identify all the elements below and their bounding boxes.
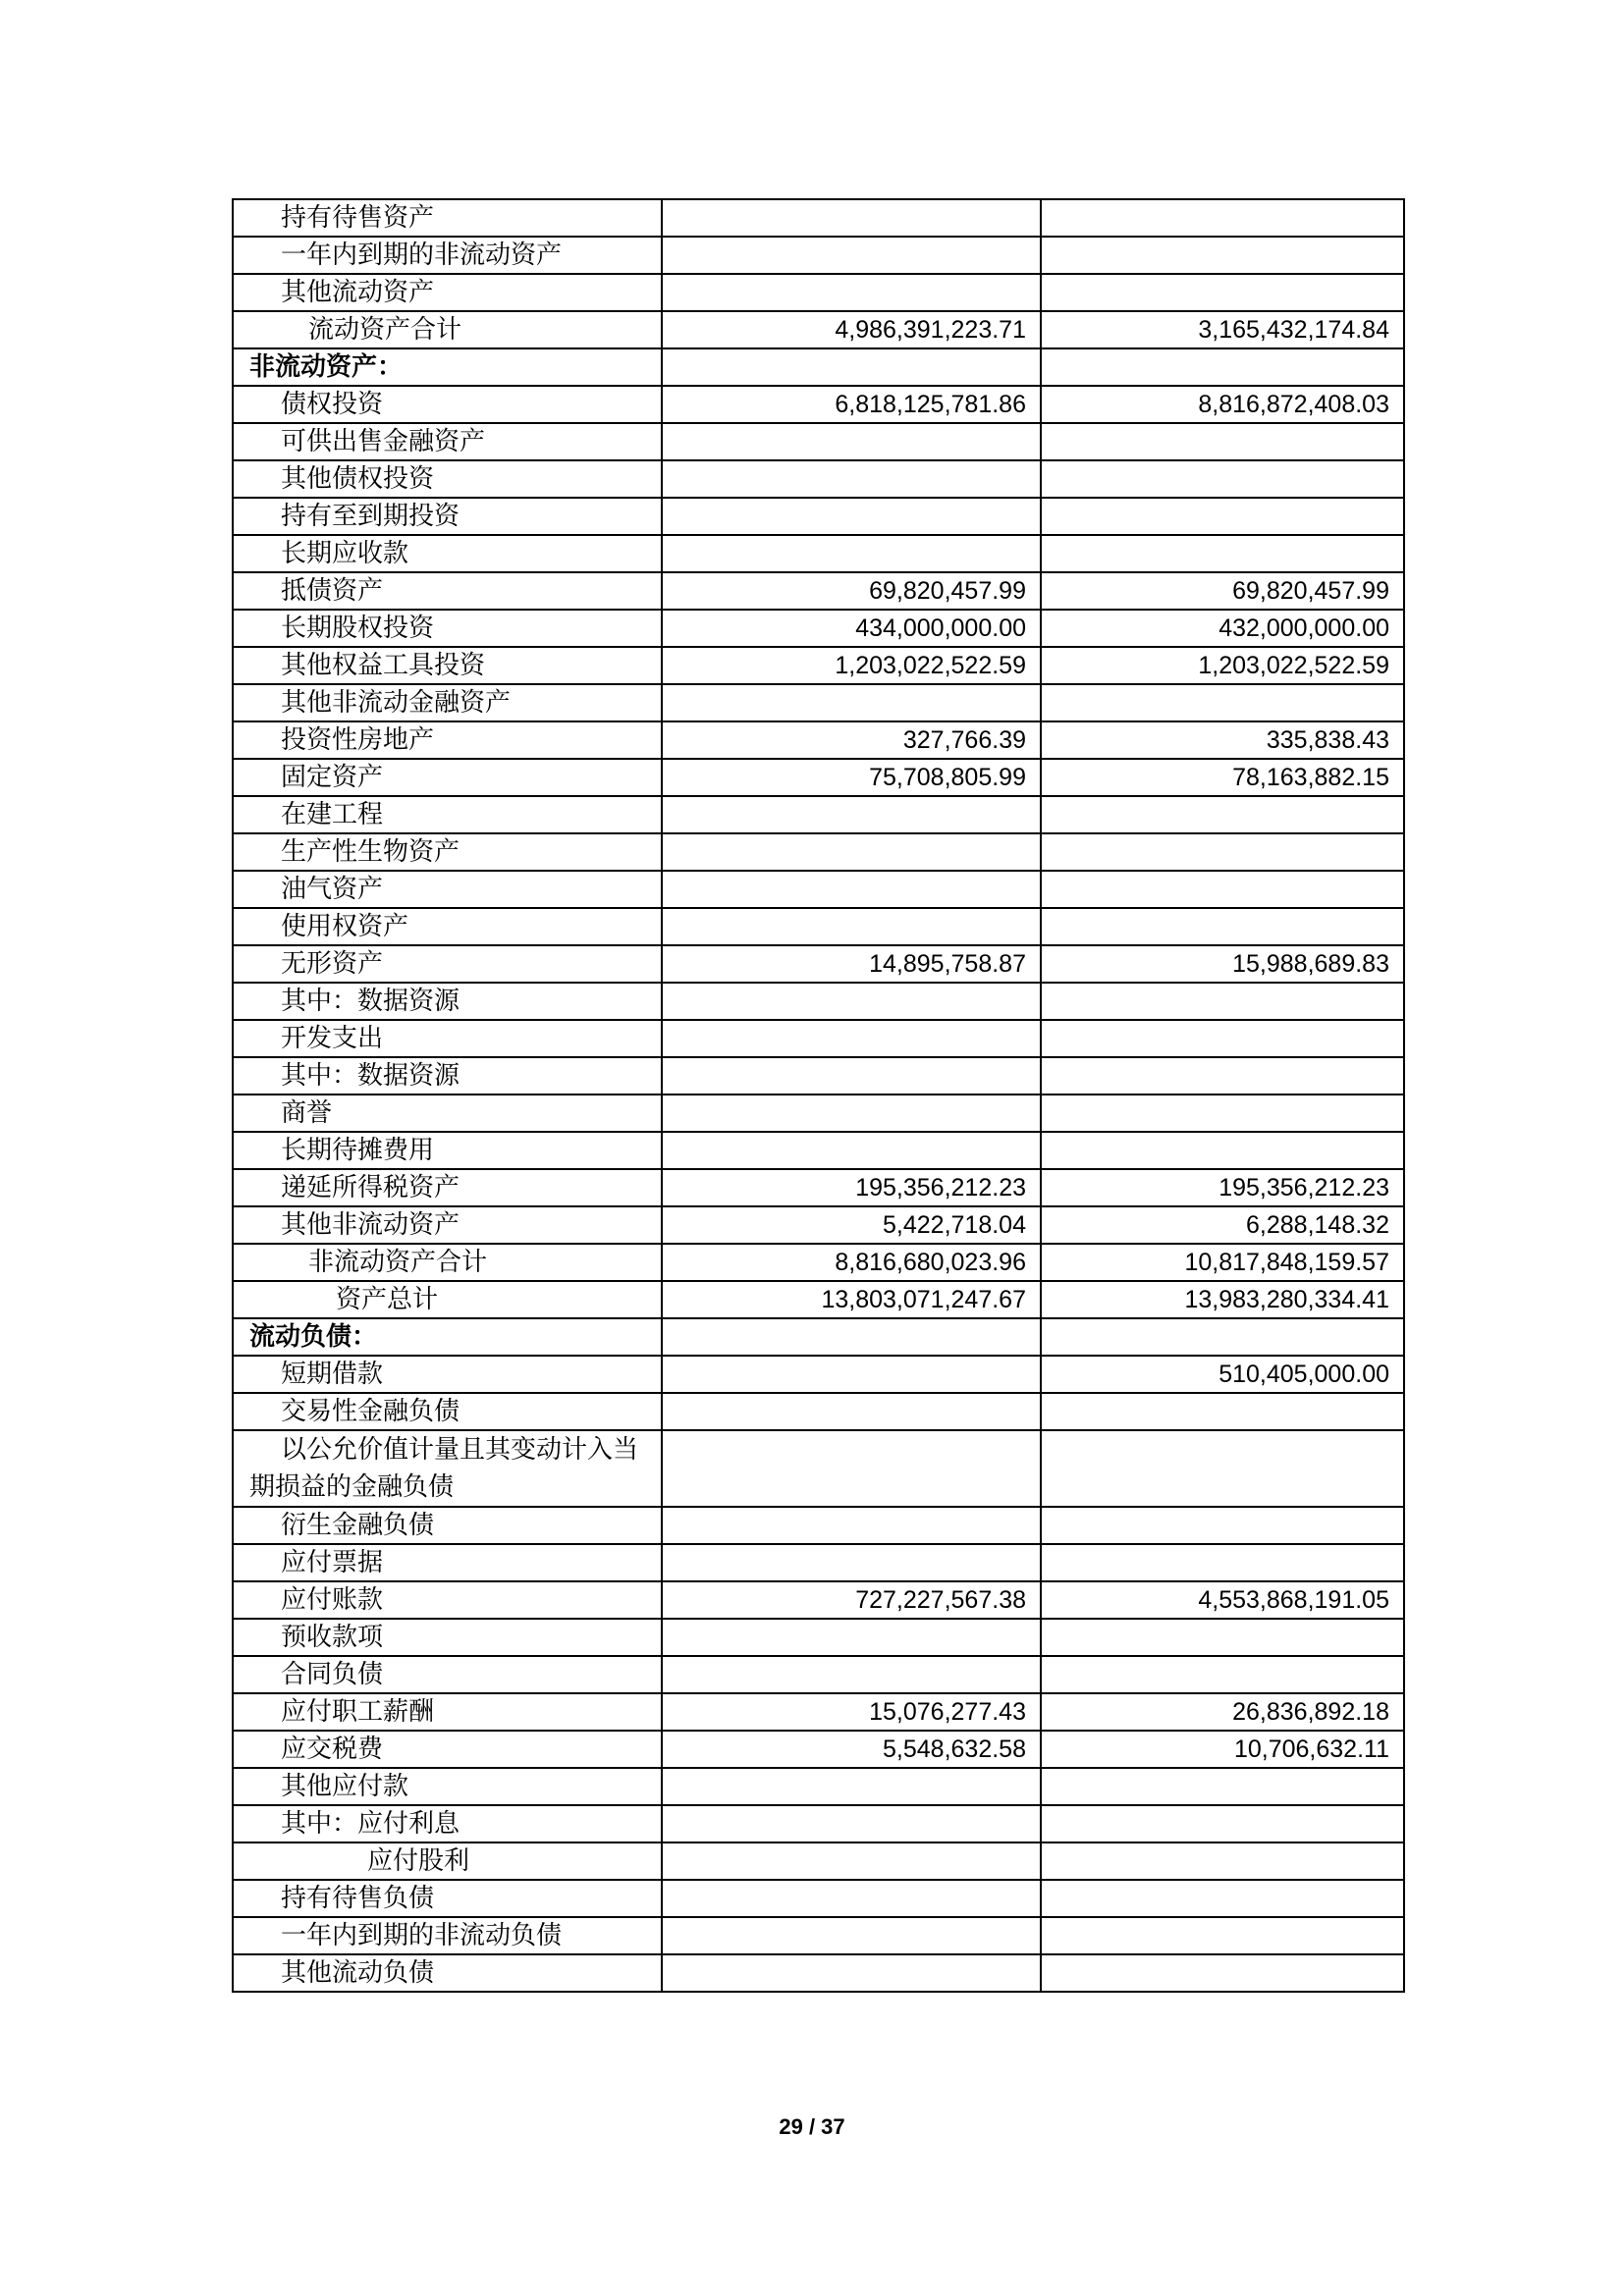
row-value-2 <box>1041 1656 1404 1693</box>
table-row <box>233 684 1404 721</box>
row-value-1: 434,000,000.00 <box>662 610 1041 647</box>
row-label: 递延所得税资产 <box>233 1169 662 1206</box>
table-row <box>233 1020 1404 1057</box>
row-value-1 <box>662 237 1041 274</box>
row-label: 开发支出 <box>233 1020 662 1057</box>
row-value-2 <box>1041 1768 1404 1805</box>
table-row <box>233 1430 1404 1507</box>
table-row <box>233 871 1404 908</box>
row-value-2: 13,983,280,334.41 <box>1041 1281 1404 1318</box>
subtotal-row <box>233 311 1404 348</box>
row-label: 无形资产 <box>233 945 662 983</box>
row-value-1 <box>662 199 1041 237</box>
row-value-2 <box>1041 1619 1404 1656</box>
row-value-1 <box>662 348 1041 386</box>
row-value-1: 727,227,567.38 <box>662 1581 1041 1619</box>
row-value-2 <box>1041 423 1404 460</box>
row-value-1 <box>662 1656 1041 1693</box>
row-label: 其中：应付利息 <box>233 1805 662 1842</box>
row-value-1: 5,548,632.58 <box>662 1731 1041 1768</box>
row-label: 合同负债 <box>233 1656 662 1693</box>
row-value-1: 13,803,071,247.67 <box>662 1281 1041 1318</box>
table-row <box>233 983 1404 1020</box>
row-value-1 <box>662 1095 1041 1132</box>
subtotal-row <box>233 1244 1404 1281</box>
table-row <box>233 386 1404 423</box>
row-value-2 <box>1041 1393 1404 1430</box>
row-value-1: 1,203,022,522.59 <box>662 647 1041 684</box>
row-label: 在建工程 <box>233 796 662 833</box>
row-value-2 <box>1041 1132 1404 1169</box>
row-value-2 <box>1041 1430 1404 1507</box>
row-label: 衍生金融负债 <box>233 1507 662 1544</box>
row-value-2: 26,836,892.18 <box>1041 1693 1404 1731</box>
table-row <box>233 1507 1404 1544</box>
row-value-2 <box>1041 796 1404 833</box>
row-label: 持有待售资产 <box>233 199 662 237</box>
row-value-2 <box>1041 535 1404 572</box>
row-value-1: 15,076,277.43 <box>662 1693 1041 1731</box>
row-value-2 <box>1041 908 1404 945</box>
table-row <box>233 1356 1404 1393</box>
table-row <box>233 1693 1404 1731</box>
row-value-1 <box>662 1057 1041 1095</box>
table-row <box>233 1393 1404 1430</box>
row-value-1 <box>662 1768 1041 1805</box>
row-label: 应付职工薪酬 <box>233 1693 662 1731</box>
row-value-1: 14,895,758.87 <box>662 945 1041 983</box>
row-value-1 <box>662 1917 1041 1954</box>
row-value-2 <box>1041 348 1404 386</box>
row-value-2 <box>1041 1805 1404 1842</box>
total-row <box>233 1281 1404 1318</box>
row-value-2: 4,553,868,191.05 <box>1041 1581 1404 1619</box>
table-row <box>233 498 1404 535</box>
row-value-1: 75,708,805.99 <box>662 759 1041 796</box>
balance-sheet-table <box>232 198 1405 1993</box>
row-label: 使用权资产 <box>233 908 662 945</box>
row-value-2: 6,288,148.32 <box>1041 1206 1404 1244</box>
row-value-2 <box>1041 1880 1404 1917</box>
row-label: 其他权益工具投资 <box>233 647 662 684</box>
row-value-1: 8,816,680,023.96 <box>662 1244 1041 1281</box>
row-label: 长期股权投资 <box>233 610 662 647</box>
table-row <box>233 1842 1404 1880</box>
row-label: 预收款项 <box>233 1619 662 1656</box>
row-value-2 <box>1041 1318 1404 1356</box>
table-row <box>233 1619 1404 1656</box>
row-value-2 <box>1041 274 1404 311</box>
row-label: 其他流动负债 <box>233 1954 662 1992</box>
section-header: 流动负债： <box>233 1318 662 1356</box>
row-value-1 <box>662 1430 1041 1507</box>
table-row <box>233 423 1404 460</box>
row-value-2 <box>1041 684 1404 721</box>
row-label: 应付股利 <box>233 1842 662 1880</box>
row-label: 非流动资产合计 <box>233 1244 662 1281</box>
row-label: 固定资产 <box>233 759 662 796</box>
table-row <box>233 833 1404 871</box>
row-label: 债权投资 <box>233 386 662 423</box>
row-value-1 <box>662 423 1041 460</box>
row-label: 应交税费 <box>233 1731 662 1768</box>
row-label: 商誉 <box>233 1095 662 1132</box>
table-row <box>233 460 1404 498</box>
page-number: 29 / 37 <box>779 2114 845 2139</box>
row-value-2: 69,820,457.99 <box>1041 572 1404 610</box>
table-row <box>233 1544 1404 1581</box>
row-value-2 <box>1041 1020 1404 1057</box>
table-row <box>233 908 1404 945</box>
row-label: 短期借款 <box>233 1356 662 1393</box>
row-label: 资产总计 <box>233 1281 662 1318</box>
row-value-2: 432,000,000.00 <box>1041 610 1404 647</box>
row-value-1 <box>662 535 1041 572</box>
row-label: 流动资产合计 <box>233 311 662 348</box>
row-value-2 <box>1041 1544 1404 1581</box>
row-label: 其中：数据资源 <box>233 1057 662 1095</box>
table-row <box>233 610 1404 647</box>
table-row <box>233 1805 1404 1842</box>
row-value-1: 5,422,718.04 <box>662 1206 1041 1244</box>
row-label: 长期应收款 <box>233 535 662 572</box>
row-label: 应付账款 <box>233 1581 662 1619</box>
row-value-2 <box>1041 871 1404 908</box>
table-row <box>233 759 1404 796</box>
row-value-1 <box>662 498 1041 535</box>
row-label: 抵债资产 <box>233 572 662 610</box>
row-value-1 <box>662 1544 1041 1581</box>
section-header-row <box>233 1318 1404 1356</box>
table-row <box>233 535 1404 572</box>
row-value-2: 195,356,212.23 <box>1041 1169 1404 1206</box>
row-value-1 <box>662 796 1041 833</box>
section-header-row <box>233 348 1404 386</box>
row-value-2 <box>1041 983 1404 1020</box>
row-value-2: 78,163,882.15 <box>1041 759 1404 796</box>
row-value-1: 4,986,391,223.71 <box>662 311 1041 348</box>
row-value-1 <box>662 833 1041 871</box>
row-value-1 <box>662 983 1041 1020</box>
row-value-2: 335,838.43 <box>1041 721 1404 759</box>
row-value-2 <box>1041 833 1404 871</box>
row-label: 其他流动资产 <box>233 274 662 311</box>
row-value-2: 10,817,848,159.57 <box>1041 1244 1404 1281</box>
row-label: 投资性房地产 <box>233 721 662 759</box>
row-label: 其他非流动资产 <box>233 1206 662 1244</box>
table-row <box>233 1768 1404 1805</box>
row-value-1 <box>662 1318 1041 1356</box>
row-value-2: 10,706,632.11 <box>1041 1731 1404 1768</box>
table-row <box>233 1656 1404 1693</box>
table-row <box>233 647 1404 684</box>
row-value-1 <box>662 1393 1041 1430</box>
row-value-2 <box>1041 498 1404 535</box>
table-row <box>233 1731 1404 1768</box>
row-label: 以公允价值计量且其变动计入当期损益的金融负债 <box>233 1430 662 1507</box>
row-value-1 <box>662 274 1041 311</box>
row-value-2: 510,405,000.00 <box>1041 1356 1404 1393</box>
table-row <box>233 796 1404 833</box>
row-value-1 <box>662 1842 1041 1880</box>
row-value-1 <box>662 1880 1041 1917</box>
row-label: 其他应付款 <box>233 1768 662 1805</box>
row-value-2 <box>1041 199 1404 237</box>
row-value-2 <box>1041 237 1404 274</box>
table-row <box>233 1206 1404 1244</box>
row-value-2 <box>1041 1057 1404 1095</box>
row-label: 可供出售金融资产 <box>233 423 662 460</box>
row-label: 生产性生物资产 <box>233 833 662 871</box>
table-row <box>233 1057 1404 1095</box>
row-value-1 <box>662 1356 1041 1393</box>
row-label: 油气资产 <box>233 871 662 908</box>
row-value-1: 195,356,212.23 <box>662 1169 1041 1206</box>
balance-sheet-body <box>233 199 1404 1992</box>
table-row <box>233 1917 1404 1954</box>
row-value-1 <box>662 908 1041 945</box>
table-row <box>233 1095 1404 1132</box>
row-value-2 <box>1041 460 1404 498</box>
row-value-2: 1,203,022,522.59 <box>1041 647 1404 684</box>
row-label: 持有至到期投资 <box>233 498 662 535</box>
row-value-1 <box>662 1132 1041 1169</box>
row-value-1 <box>662 1805 1041 1842</box>
table-row <box>233 237 1404 274</box>
table-row <box>233 1880 1404 1917</box>
row-value-2 <box>1041 1954 1404 1992</box>
row-value-1 <box>662 1954 1041 1992</box>
table-row <box>233 572 1404 610</box>
row-value-1 <box>662 1020 1041 1057</box>
row-label: 其他非流动金融资产 <box>233 684 662 721</box>
row-label: 交易性金融负债 <box>233 1393 662 1430</box>
row-value-1 <box>662 1507 1041 1544</box>
table-row <box>233 721 1404 759</box>
row-label: 其中：数据资源 <box>233 983 662 1020</box>
table-row <box>233 1954 1404 1992</box>
row-label: 持有待售负债 <box>233 1880 662 1917</box>
row-value-2 <box>1041 1842 1404 1880</box>
table-row <box>233 274 1404 311</box>
table-row <box>233 1132 1404 1169</box>
section-header: 非流动资产： <box>233 348 662 386</box>
row-value-2 <box>1041 1507 1404 1544</box>
row-label: 应付票据 <box>233 1544 662 1581</box>
row-label: 一年内到期的非流动资产 <box>233 237 662 274</box>
row-value-1: 69,820,457.99 <box>662 572 1041 610</box>
row-value-1 <box>662 1619 1041 1656</box>
row-value-1: 327,766.39 <box>662 721 1041 759</box>
table-row <box>233 1581 1404 1619</box>
row-label: 一年内到期的非流动负债 <box>233 1917 662 1954</box>
table-row <box>233 199 1404 237</box>
row-value-2 <box>1041 1917 1404 1954</box>
row-label: 其他债权投资 <box>233 460 662 498</box>
table-row <box>233 945 1404 983</box>
row-value-1 <box>662 871 1041 908</box>
row-value-2: 8,816,872,408.03 <box>1041 386 1404 423</box>
row-value-1 <box>662 460 1041 498</box>
row-value-2 <box>1041 1095 1404 1132</box>
row-value-2: 15,988,689.83 <box>1041 945 1404 983</box>
table-row <box>233 1169 1404 1206</box>
row-value-1: 6,818,125,781.86 <box>662 386 1041 423</box>
row-value-2: 3,165,432,174.84 <box>1041 311 1404 348</box>
row-value-1 <box>662 684 1041 721</box>
row-label: 长期待摊费用 <box>233 1132 662 1169</box>
